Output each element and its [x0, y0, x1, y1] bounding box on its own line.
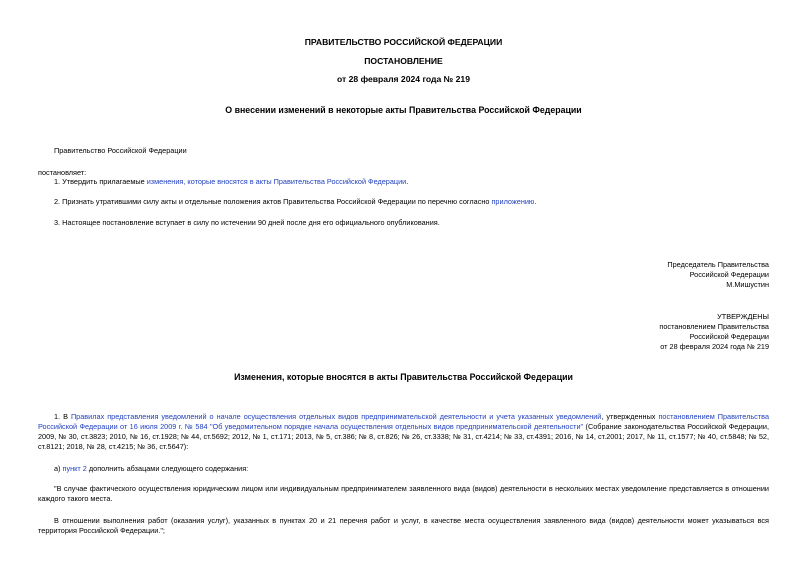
- approval-line-4: от 28 февраля 2024 года № 219: [660, 342, 769, 351]
- changes-paragraph-1: [38, 412, 769, 452]
- signature-name: М.Мишустин: [726, 280, 769, 289]
- p1-prefix: 1. В: [54, 412, 71, 421]
- item-1-prefix: 1. Утвердить прилагаемые: [54, 177, 147, 186]
- signature-title-2: Российской Федерации: [689, 270, 769, 279]
- item-2: [54, 197, 536, 207]
- point-2-link[interactable]: пункт 2: [62, 464, 87, 473]
- approval-line-3: Российской Федерации: [689, 332, 769, 341]
- item-1-suffix: .: [406, 177, 409, 186]
- item-3: 3. Настоящее постановление вступает в силу по истечении 90 дней после дня его официального опубликования.: [54, 218, 440, 227]
- document-subject: О внесении изменений в некоторые акты Правительства Российской Федерации: [225, 105, 582, 115]
- sub-item-a: [54, 464, 248, 474]
- document-date-number: от 28 февраля 2024 года № 219: [337, 74, 470, 84]
- p1-suffix: (Собрание законодательства Российской Федерации, 2009, № 30, ст.3823; 2010, № 16, ст.1928; № 44, ст.5692; 2012, № 1, ст.171; 2013, № 5, ст.386; № 8, ст.826; № 26, ст.3338; № 31, ст.4214; № 33, ст.4391; 2016, № 14, ст.2001; 2017, № 11, ст.1577; № 40, ст.5848; № 52, ст.8121; 2018, № 28, ст.4215; № 36, ст.5647):: [38, 422, 769, 451]
- quote-paragraph-1: "В случае фактического осуществления юридическим лицом или индивидуальным предпринимателем заявленного вида (видов) деятельности в нескольких местах уведомление представляется в отношении каждого такого места.: [38, 484, 769, 503]
- issuing-authority: ПРАВИТЕЛЬСТВО РОССИЙСКОЙ ФЕДЕРАЦИИ: [304, 37, 503, 47]
- item-1: [54, 177, 408, 187]
- resolution-584-link[interactable]: постановлением Правительства Российской Федерации от 16 июля 2009 г. № 584 "Об уведомительном порядке начала осуществления отдельных видов предпринимательской деятельности": [38, 412, 770, 431]
- item-2-suffix: .: [534, 197, 537, 206]
- document-type: ПОСТАНОВЛЕНИЕ: [364, 56, 443, 66]
- a-prefix: а): [54, 464, 63, 473]
- decides-text: постановляет:: [38, 168, 87, 177]
- intro-text: Правительство Российской Федерации: [54, 146, 187, 155]
- a-suffix: дополнить абзацами следующего содержания:: [86, 464, 249, 473]
- signature-title-1: Председатель Правительства: [667, 260, 769, 269]
- changes-title: Изменения, которые вносятся в акты Правительства Российской Федерации: [234, 372, 573, 382]
- p1-mid: , утвержденных: [601, 412, 659, 421]
- appendix-link[interactable]: приложению: [491, 197, 535, 206]
- rules-link[interactable]: Правилах представления уведомлений о начале осуществления отдельных видов предпринимательской деятельности и учета указанных уведомлений: [70, 412, 602, 421]
- quote-paragraph-2: В отношении выполнения работ (оказания услуг), указанных в пунктах 20 и 21 перечня работ и услуг, в качестве места осуществления заявленного вида (видов) деятельности может указываться вся территория Российской Федерации.";: [38, 516, 769, 535]
- changes-link[interactable]: изменения, которые вносятся в акты Правительства Российской Федерации: [146, 177, 407, 186]
- item-2-prefix: 2. Признать утратившими силу акты и отдельные положения актов Правительства Российской Федерации по перечню согласно: [54, 197, 492, 206]
- approval-line-1: УТВЕРЖДЕНЫ: [717, 312, 769, 321]
- approval-line-2: постановлением Правительства: [659, 322, 769, 331]
